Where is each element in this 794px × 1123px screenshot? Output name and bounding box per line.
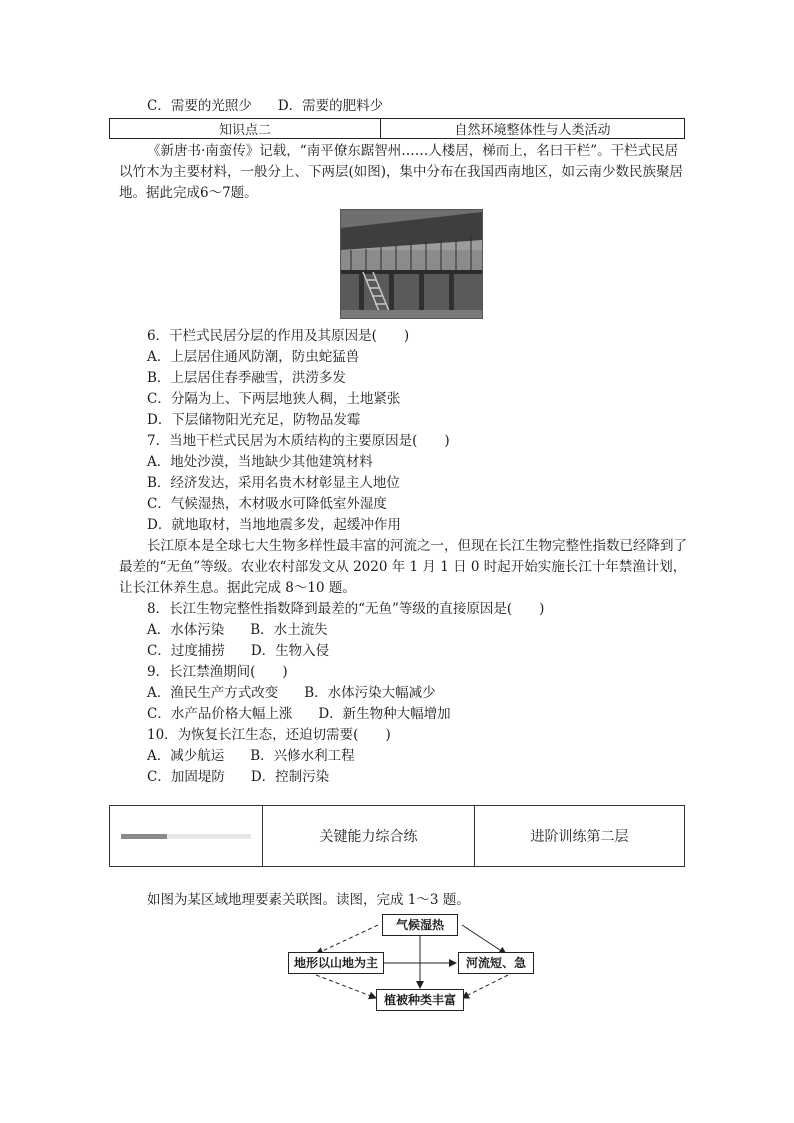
arrow-top-to-left — [316, 925, 378, 954]
arrow-right-to-bottom — [462, 975, 508, 998]
intro-6-7: 《新唐书·南蛮传》记载，“南平僚东踞智州……人楼居，梯而上，名曰干栏”。干栏式民居以竹木为主要材料，一般分上、下两层(如图)，集中分布在我国西南地区，如云南少数民族聚居地。据此完成6～7题。 — [119, 143, 684, 201]
stilt-house-illustration — [341, 210, 482, 318]
intro-8-10: 长江原本是全球七大生物多样性最丰富的河流之一，但现在长江生物完整性指数已经降到了最差的“无鱼”等级。农业农村部发文从 2020 年 1 月 1 日 0 时起开始实施长江十年禁渔计划，让长江休养生息。据此完成 8～10 题。 — [119, 538, 687, 596]
node-right: 河流短、急 — [458, 952, 534, 974]
q9-option-a: A．渔民生产方式改变 — [147, 685, 279, 701]
banner-middle-title: 关键能力综合练 — [263, 806, 475, 867]
q9-option-b: B．水体污染大幅减少 — [304, 685, 436, 701]
banner-progress-bar — [121, 834, 251, 839]
q7-option-d: D．就地取材，当地地震多发，起缓冲作用 — [147, 517, 401, 533]
banner-progress-fill — [121, 834, 167, 839]
arrow-top-to-right — [462, 925, 506, 954]
q9-options-cd — [147, 704, 451, 724]
stilt-house-photo — [340, 209, 483, 319]
q6-option-c: C．分隔为上、下两层地狭人稠，土地紧张 — [147, 391, 401, 407]
q6-option-a: A．上层居住通风防潮，防虫蛇猛兽 — [147, 349, 360, 365]
section-banner — [109, 805, 685, 867]
knowledge-point-label: 知识点二 — [110, 119, 381, 139]
node-left: 地形以山地为主 — [288, 952, 384, 974]
knowledge-point-topic: 自然环境整体性与人类活动 — [381, 119, 685, 139]
q8-options-cd — [147, 641, 329, 661]
q10-stem: 10．为恢复长江生态，还迫切需要( ) — [147, 727, 391, 743]
q9-options-ab — [147, 683, 436, 703]
q8-option-d: D．生物入侵 — [250, 643, 330, 659]
q8-option-a: A．水体污染 — [147, 622, 225, 638]
node-top: 气候湿热 — [382, 914, 458, 936]
q9-option-c: C．水产品价格大幅上涨 — [147, 706, 293, 722]
q10-option-b: B．兴修水利工程 — [250, 748, 355, 764]
q5-option-c: C．需要的光照少 — [147, 98, 252, 114]
q8-stem: 8．长江生物完整性指数降到最差的“无鱼”等级的直接原因是( ) — [147, 601, 545, 617]
q10-option-d: D．控制污染 — [250, 769, 330, 785]
knowledge-point-header — [109, 118, 685, 139]
q9-stem: 9．长江禁渔期间( ) — [147, 664, 288, 680]
q8-option-c: C．过度捕捞 — [147, 643, 225, 659]
q10-options-cd — [147, 767, 329, 787]
q8-option-b: B．水土流失 — [250, 622, 328, 638]
q6-option-b: B．上层居住春季融雪，洪涝多发 — [147, 370, 346, 386]
q10-option-c: C．加固堤防 — [147, 769, 225, 785]
q7-option-c: C．气候湿热，木材吸水可降低室外湿度 — [147, 496, 387, 512]
node-bottom: 植被种类丰富 — [376, 989, 464, 1011]
q7-stem: 7．当地干栏式民居为木质结构的主要原因是( ) — [147, 433, 450, 449]
q10-option-a: A．减少航运 — [147, 748, 225, 764]
q5-options-cd — [147, 96, 383, 116]
q6-stem: 6．干栏式民居分层的作用及其原因是( ) — [147, 328, 410, 344]
q5-option-d: D．需要的肥料少 — [277, 98, 384, 114]
arrow-left-to-bottom — [316, 975, 376, 998]
q7-option-a: A．地处沙漠，当地缺少其他建筑材料 — [147, 454, 373, 470]
q6-option-d: D．下层储物阳光充足，防物品发霉 — [147, 412, 361, 428]
banner-right-title: 进阶训练第二层 — [475, 806, 685, 867]
intro-1-3: 如图为某区域地理要素关联图。读图，完成 1～3 题。 — [147, 892, 470, 908]
q9-option-d: D．新生物种大幅增加 — [318, 706, 451, 722]
q7-option-b: B．经济发达，采用名贵木材彰显主人地位 — [147, 475, 400, 491]
q10-options-ab — [147, 746, 355, 766]
banner-progress-cell — [110, 806, 263, 867]
q8-options-ab — [147, 620, 328, 640]
